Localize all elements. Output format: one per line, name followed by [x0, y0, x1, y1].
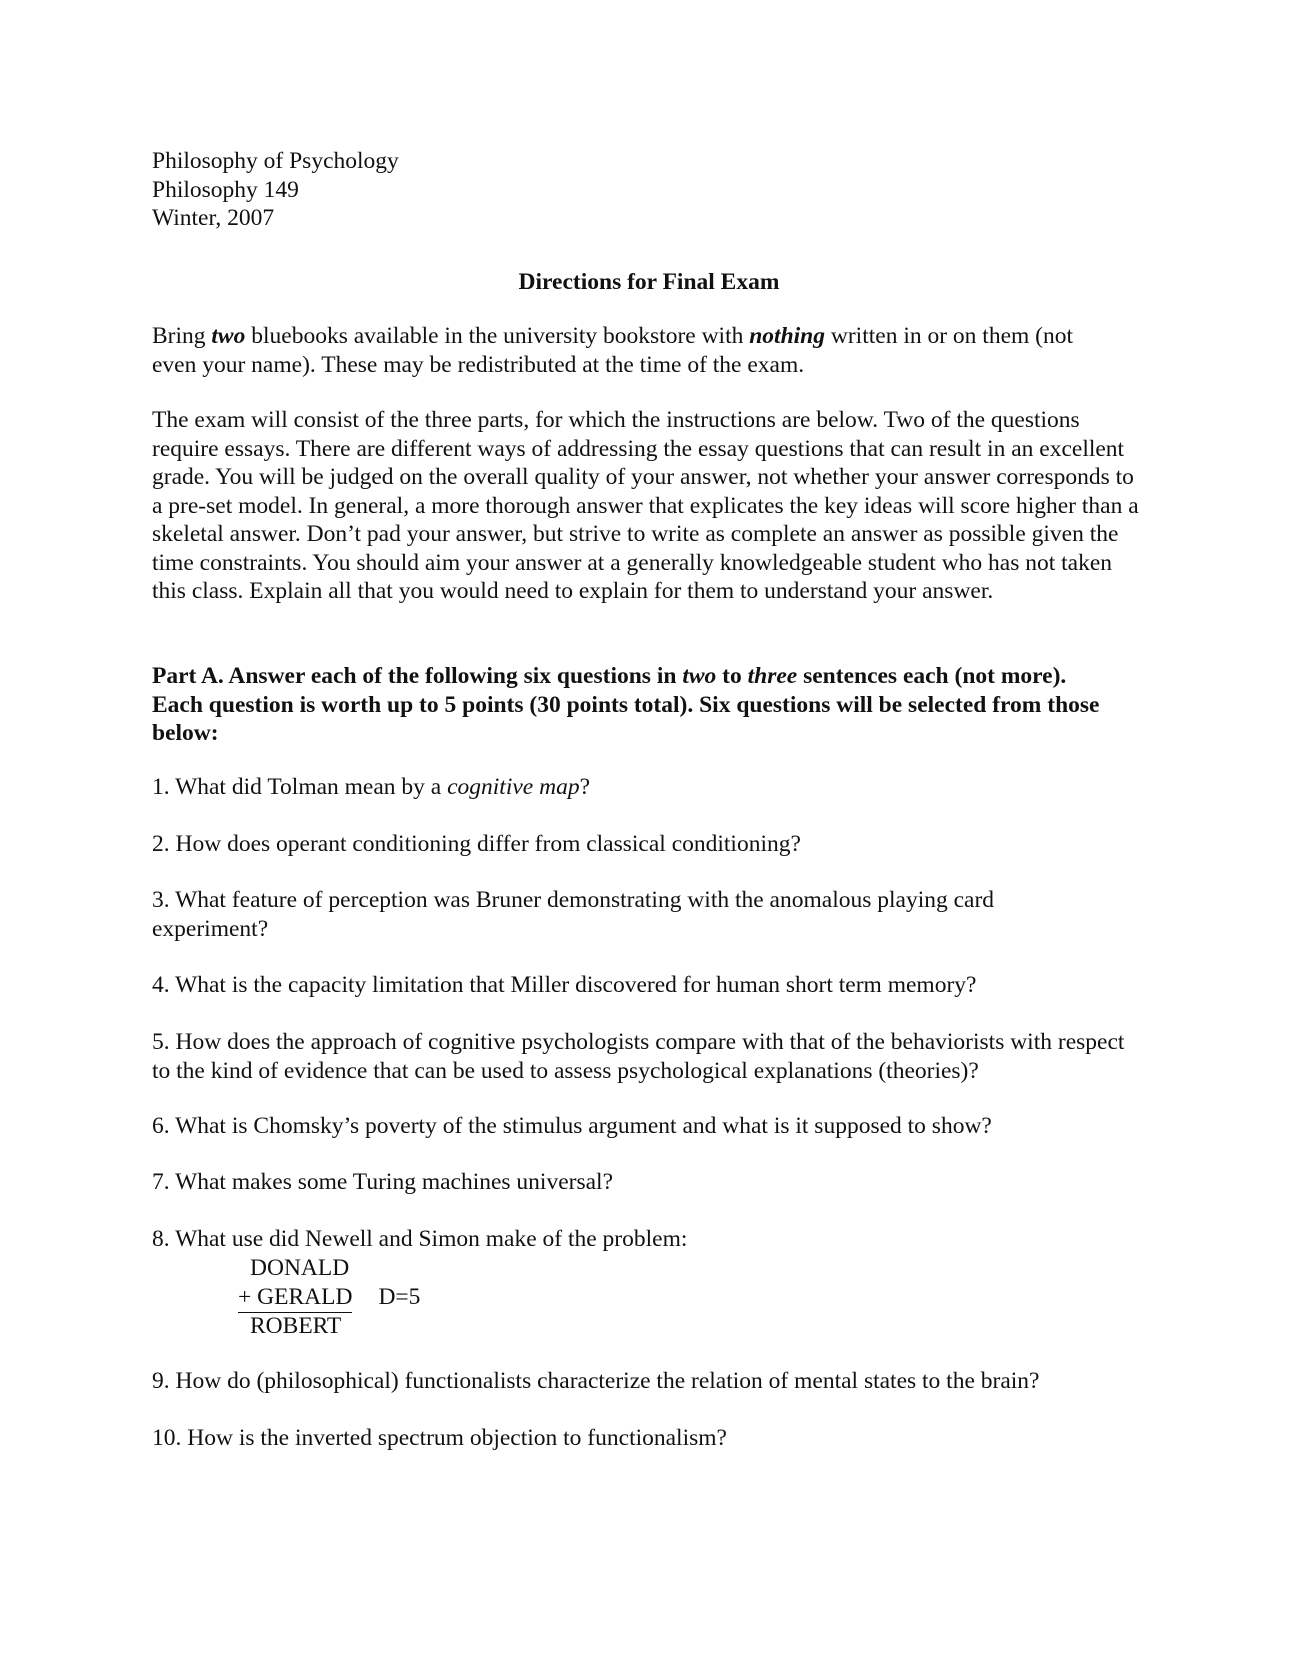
question-6: 6. What is Chomsky’s poverty of the stimulus argument and what is it supposed to show? — [152, 1113, 992, 1139]
intro-exam-description: The exam will consist of the three parts, for which the instructions are below. Two of the questions require essays. There are different ways of addressing the essay questions that can result in an excellent grade. You will be judged on the overall quality of your answer, not whether your answer corresponds to a pre-set model. In general, a more thorough answer that explicates the key ideas will score higher than a skeletal answer. Don’t pad your answer, but strive to write as complete an answer as possible given the time constraints. You should aim your answer at a generally knowledgeable student who has not taken this class. Explain all that you would need to explain for them to understand your answer. — [152, 407, 1139, 604]
q1-text: 1. What did Tolman mean by a — [152, 774, 448, 800]
question-5: 5. How does the approach of cognitive psychologists compare with that of the behaviorists with respect to the kind of evidence that can be used to assess psychological explanations (theories)? — [152, 1029, 1125, 1084]
puzzle-condition: D=5 — [378, 1284, 421, 1310]
parta-text-e: sentences each (not more). Each question is worth up to 5 points (30 points total). Six questions will be selected from those below: — [152, 663, 1100, 746]
question-2: 2. How does operant conditioning differ from classical conditioning? — [152, 831, 801, 857]
question-3: 3. What feature of perception was Bruner demonstrating with the anomalous playing card experiment? — [152, 887, 995, 942]
question-9: 9. How do (philosophical) functionalists characterize the relation of mental states to the brain? — [152, 1368, 1040, 1394]
course-header — [152, 147, 1152, 233]
intro1-emph-nothing: nothing — [749, 323, 826, 349]
question-1 — [152, 773, 1152, 802]
part-a-instructions — [152, 662, 1112, 748]
puzzle-line-gerald: + GERALD — [238, 1283, 352, 1313]
puzzle-line-robert: ROBERT — [250, 1313, 342, 1339]
page-title: Directions for Final Exam — [518, 269, 780, 295]
parta-emph-three: three — [747, 663, 798, 689]
term: Winter, 2007 — [152, 205, 275, 231]
q1-emph: cognitive map — [447, 774, 580, 800]
question-10: 10. How is the inverted spectrum objection to functionalism? — [152, 1425, 727, 1451]
course-number: Philosophy 149 — [152, 176, 299, 203]
question-8: 8. What use did Newell and Simon make of the problem: — [152, 1226, 688, 1252]
intro1-text-a: Bring — [152, 323, 212, 349]
cryptarithm-puzzle — [238, 1254, 420, 1341]
intro1-text-c: bluebooks available in the university bookstore with — [245, 323, 750, 349]
question-7: 7. What makes some Turing machines universal? — [152, 1169, 614, 1195]
parta-emph-two: two — [682, 663, 717, 689]
question-4: 4. What is the capacity limitation that Miller discovered for human short term memory? — [152, 972, 977, 998]
q1-end: ? — [579, 774, 591, 800]
intro-bluebooks — [152, 322, 1092, 379]
parta-text-a: Part A. Answer each of the following six questions in — [152, 663, 683, 689]
course-name: Philosophy of Psychology — [152, 148, 399, 174]
intro1-emph-two: two — [211, 323, 246, 349]
puzzle-line-donald: DONALD — [250, 1255, 350, 1281]
parta-text-c: to — [716, 663, 748, 689]
intro1-text-e: written in or on them (not even your name). These may be redistributed at the time of the exam. — [152, 323, 1074, 378]
